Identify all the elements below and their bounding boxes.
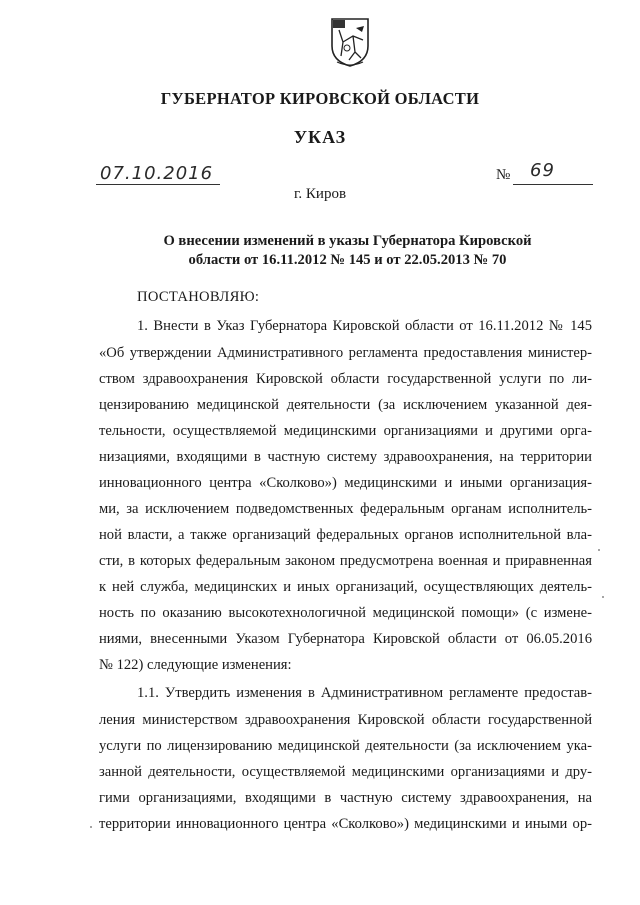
number-label: № [496,167,511,183]
body-line: ми, за исключением подведомственных федеральным органам исполнитель- [99,501,592,517]
decree-number: 69 [530,160,555,181]
document-type: УКАЗ [293,127,347,147]
body-line: к ней служба, медицинских и иных организаций, осуществляющих деятель- [99,579,592,595]
body-line: цензированию медицинской деятельности (за исключением указанной дея- [99,397,592,413]
body-line: 1. Внести в Указ Губернатора Кировской области от 16.11.2012 № 145 [137,318,592,334]
city: г. Киров [293,186,347,202]
body-line: инновационного центра «Сколково») медицинскими и иными организация- [99,475,592,491]
scan-speck [602,596,604,598]
body-line: услуги по лицензированию медицинской деятельности (за исключением ука- [99,738,592,754]
body-line: ниями, внесенными Указом Губернатора Кировской области от 06.05.2016 [99,631,592,647]
body-line: гими организациями, входящими в частную систему здравоохранения, на [99,790,592,806]
body-line: занной деятельности, осуществляемой медицинскими организациями и дру- [99,764,592,780]
body-line: № 122) следующие изменения: [99,657,292,673]
body-line: тельности, осуществляемой медицинскими организациями и другими орга- [99,423,592,439]
decree-subject [150,232,545,270]
body-line: ной власти, а также организаций федеральных органов исполнительной вла- [99,527,592,543]
body-line: 1.1. Утвердить изменения в Административном регламенте предостав- [137,685,592,701]
issuer-title: ГУБЕРНАТОР КИРОВСКОЙ ОБЛАСТИ [160,89,480,108]
date-underline [96,184,220,185]
decree-date: 07.10.2016 [100,163,214,184]
scan-speck [90,826,92,828]
subject-line: области от 16.11.2012 № 145 и от 22.05.2013 № 70 [188,252,507,268]
number-underline [513,184,593,185]
body-line: ность по оказанию высокотехнологичной медицинской помощи» (с измене- [99,605,592,621]
body-line: низациями, входящими в частную систему здравоохранения, на территории [99,449,592,465]
body-line: «Об утверждении Административного регламента предоставления министер- [99,345,592,361]
body-line: ством здравоохранения Кировской области государственной услуги по ли- [99,371,592,387]
resolve-heading: ПОСТАНОВЛЯЮ: [137,289,260,305]
subject-line: О внесении изменений в указы Губернатора Кировской [163,233,532,249]
body-line: сти, в которых федеральным законом предусмотрена военная и приравненная [99,553,592,569]
body-line: ления министерством здравоохранения Кировской области государственной [99,712,592,728]
coat-of-arms-icon [329,16,371,68]
scan-speck [598,549,600,551]
body-line: территории инновационного центра «Сколково») медицинскими и иными ор- [99,816,592,832]
